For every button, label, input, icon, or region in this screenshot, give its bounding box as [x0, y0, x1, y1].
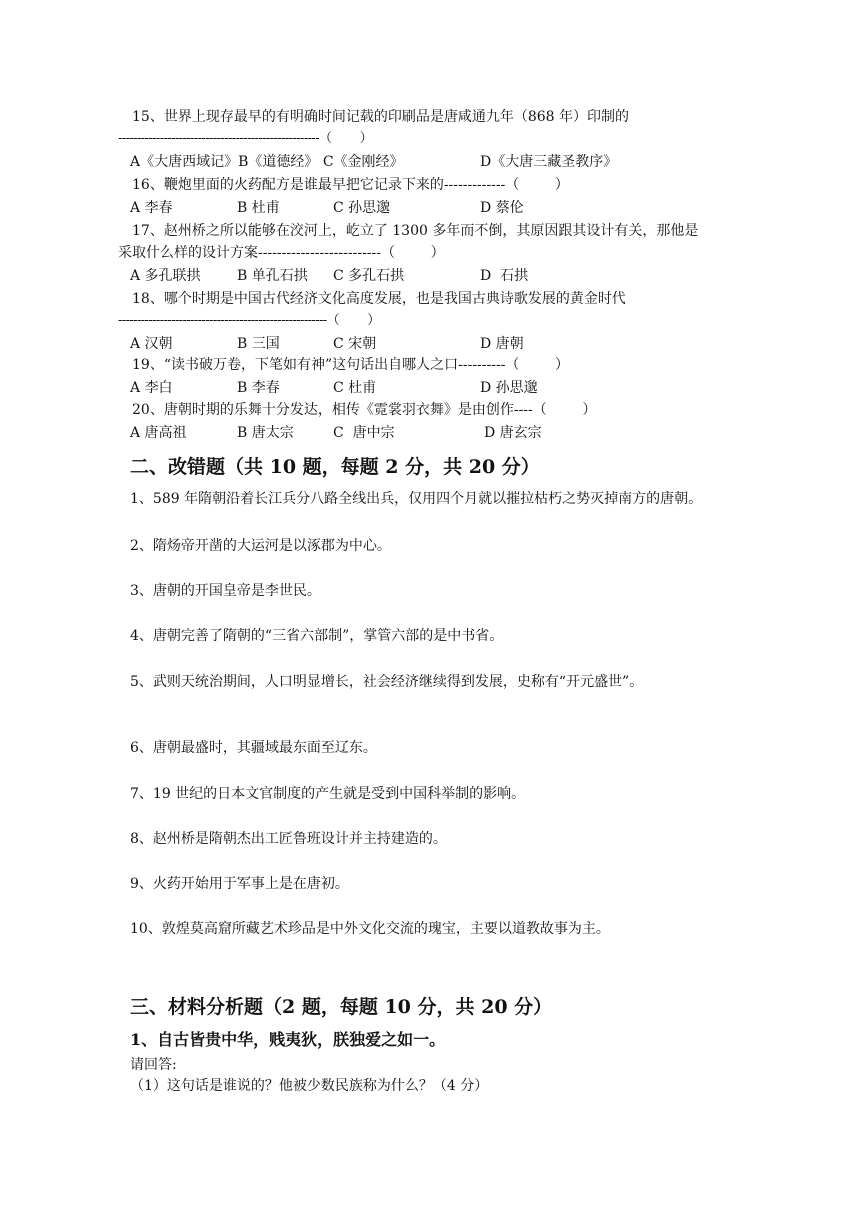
question-17-option-a: A 多孔联拱	[130, 268, 201, 284]
section-2-heading: 二、改错题（共 10 题，每题 2 分，共 20 分）	[130, 456, 540, 478]
question-20-option-c: C 唐中宗	[333, 425, 395, 441]
question-17-option-c: C 多孔石拱	[333, 268, 405, 284]
question-19-option-d: D 孙思邈	[480, 380, 538, 396]
correction-item-8: 8、赵州桥是隋朝杰出工匠鲁班设计并主持建造的。	[130, 831, 447, 847]
question-17-option-d: D 石拱	[480, 268, 529, 284]
correction-item-5: 5、武则天统治期间，人口明显增长，社会经济继续得到发展，史称有“开元盛世”。	[130, 674, 644, 690]
question-16-option-b: B 杜甫	[237, 200, 280, 216]
question-15-option-d: D《大唐三藏圣教序》	[480, 154, 618, 170]
correction-item-1: 1、589 年隋朝沿着长江兵分八路全线出兵，仅用四个月就以摧拉枯朽之势灭掉南方的唐朝。	[130, 491, 703, 507]
question-20-option-a: A 唐高祖	[130, 425, 187, 441]
material-question-1-title: 1、自古皆贵中华，贱夷狄，朕独爱之如一。	[130, 1030, 446, 1049]
question-18-stem: 18、哪个时期是中国古代经济文化高度发展，也是我国古典诗歌发展的黄金时代	[132, 291, 626, 307]
section-3-heading: 三、材料分析题（2 题，每题 10 分，共 20 分）	[130, 996, 553, 1018]
question-20-option-d: D 唐玄宗	[484, 425, 542, 441]
question-15-stem: 15、世界上现存最早的有明确时间记载的印刷品是唐咸通九年（868 年）印制的	[132, 109, 629, 125]
question-19-option-c: C 杜甫	[333, 380, 377, 396]
correction-item-2: 2、隋炀帝开凿的大运河是以涿郡为中心。	[130, 538, 391, 554]
question-18-answer-blank: -------------------------------------------------------（ ）	[118, 313, 380, 328]
question-16-option-c: C 孙思邈	[333, 200, 391, 216]
correction-item-9: 9、火药开始用于军事上是在唐初。	[130, 876, 349, 892]
question-15-options-abc: A《大唐西域记》B《道德经》 C《金刚经》	[130, 154, 404, 170]
question-18-option-d: D 唐朝	[480, 336, 524, 352]
question-17-stem: 17、赵州桥之所以能够在洨河上，屹立了 1300 多年而不倒，其原因跟其设计有关，那他是	[132, 223, 699, 239]
question-20-option-b: B 唐太宗	[237, 425, 294, 441]
question-19-option-b: B 李春	[237, 380, 280, 396]
question-18-option-c: C 宋朝	[333, 336, 377, 352]
correction-item-6: 6、唐朝最盛时，其疆域最东面至辽东。	[130, 740, 377, 756]
question-17-stem-continued: 采取什么样的设计方案--------------------------（ ）	[118, 245, 445, 261]
material-question-1-part-1: （1）这句话是谁说的？他被少数民族称为什么？（4 分）	[130, 1078, 489, 1094]
correction-item-4: 4、唐朝完善了隋朝的“三省六部制”，掌管六部的是中书省。	[130, 628, 504, 644]
correction-item-3: 3、唐朝的开国皇帝是李世民。	[130, 583, 321, 599]
question-16-option-a: A 李春	[130, 200, 173, 216]
question-16-stem: 16、鞭炮里面的火药配方是谁最早把它记录下来的-------------（ ）	[132, 177, 569, 193]
question-16-option-d: D 蔡伦	[480, 200, 524, 216]
question-18-option-b: B 三国	[237, 336, 280, 352]
question-15-answer-blank: -----------------------------------------------------（ ）	[118, 131, 373, 146]
answer-prompt: 请回答:	[130, 1057, 177, 1073]
question-19-option-a: A 李白	[130, 380, 173, 396]
question-19-stem: 19、“读书破万卷，下笔如有神”这句话出自哪人之口----------（ ）	[132, 357, 570, 373]
correction-item-10: 10、敦煌莫高窟所藏艺术珍品是中外文化交流的瑰宝，主要以道教故事为主。	[130, 921, 610, 937]
question-18-option-a: A 汉朝	[130, 336, 173, 352]
question-17-option-b: B 单孔石拱	[237, 268, 308, 284]
correction-item-7: 7、19 世纪的日本文官制度的产生就是受到中国科举制的影响。	[130, 786, 526, 802]
question-20-stem: 20、唐朝时期的乐舞十分发达，相传《霓裳羽衣舞》是由创作----（ ）	[132, 402, 597, 418]
